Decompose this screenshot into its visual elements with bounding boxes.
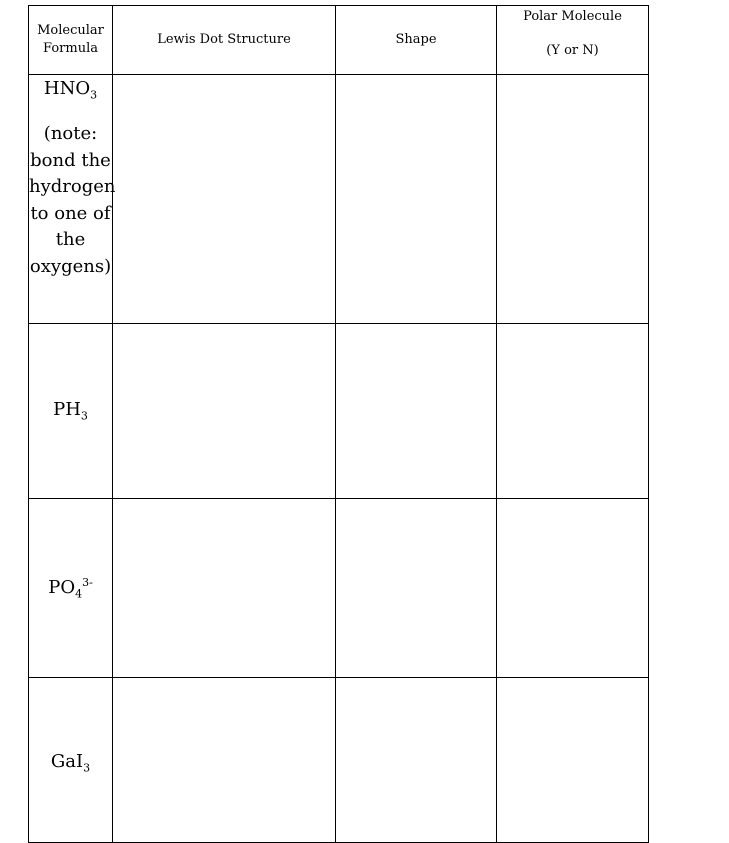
formula-hno3: $HNO_3$ (43, 78, 98, 102)
header-row (29, 6, 649, 75)
polar-answer-cell[interactable] (497, 75, 649, 324)
header-polar-line2: (Y or N) (546, 43, 599, 58)
shape-answer-cell[interactable] (336, 324, 497, 499)
table-row (29, 499, 649, 678)
lewis-answer-cell[interactable] (113, 75, 336, 324)
molecule-worksheet-table (28, 5, 649, 843)
shape-answer-cell[interactable] (336, 75, 497, 324)
polar-answer-cell[interactable] (497, 678, 649, 843)
shape-answer-cell[interactable] (336, 499, 497, 678)
lewis-answer-cell[interactable] (113, 678, 336, 843)
formula-cell (29, 324, 113, 499)
formula-po4: $PO_4^{3-}$ (48, 575, 93, 601)
header-lewis-dot-structure: Lewis Dot Structure (113, 6, 336, 75)
header-formula-line1: Molecular (37, 23, 104, 38)
header-shape: Shape (336, 6, 497, 75)
header-polar-line1: Polar Molecule (523, 9, 622, 24)
formula-ph3: $PH_3$ (53, 399, 88, 423)
lewis-answer-cell[interactable] (113, 499, 336, 678)
formula-gai3: GaI$_3$ (50, 751, 91, 775)
formula-cell (29, 499, 113, 678)
polar-answer-cell[interactable] (497, 324, 649, 499)
header-formula-line2: Formula (43, 41, 98, 56)
table-row (29, 678, 649, 843)
polar-answer-cell[interactable] (497, 499, 649, 678)
formula-cell (29, 678, 113, 843)
header-polar-molecule (497, 6, 649, 75)
formula-note: (note: bond the hydrogen to one of the oxygens) (29, 123, 116, 277)
lewis-answer-cell[interactable] (113, 324, 336, 499)
header-molecular-formula (29, 6, 113, 75)
formula-cell (29, 75, 116, 324)
shape-answer-cell[interactable] (336, 678, 497, 843)
table-row (29, 75, 649, 324)
table-row (29, 324, 649, 499)
